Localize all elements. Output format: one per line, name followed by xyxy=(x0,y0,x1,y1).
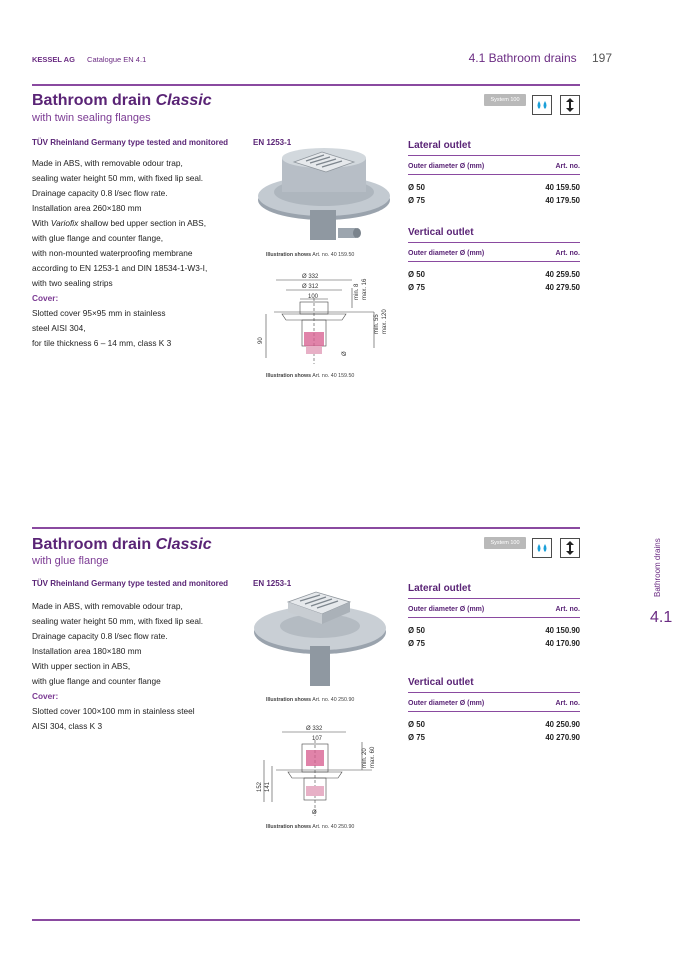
product-2-drawing xyxy=(254,720,394,820)
dim-label: 107 xyxy=(312,736,323,742)
table-row xyxy=(408,281,580,294)
dim-label: max. 60 xyxy=(370,746,376,768)
cell: 40 279.50 xyxy=(545,283,580,292)
caption-art: Art. no. 40 159.50 xyxy=(312,373,355,379)
table-row xyxy=(408,624,580,637)
cell: 40 170.90 xyxy=(545,639,580,648)
product-2-lateral-table xyxy=(408,583,580,650)
page-header-right xyxy=(469,51,612,65)
table-title: Vertical outlet xyxy=(408,677,580,693)
caption-bold: Illustration shows xyxy=(266,824,312,830)
product-1-standard: EN 1253-1 xyxy=(253,138,292,147)
cover-line: steel AISI 304, xyxy=(32,323,86,333)
side-label-text: Bathroom drains xyxy=(653,538,662,597)
cover-line: for tile thickness 6 – 14 mm, class K 3 xyxy=(32,338,172,348)
desc-line: Made in ABS, with removable odour trap, xyxy=(32,158,183,168)
page-number: 197 xyxy=(591,51,612,65)
caption-bold: Illustration shows xyxy=(266,252,312,258)
product-2-title-italic: Classic xyxy=(155,536,212,553)
col-header: Outer diameter Ø (mm) xyxy=(408,700,485,707)
company-name: KESSEL AG xyxy=(32,55,75,64)
col-header: Art. no. xyxy=(555,163,580,170)
side-section-label xyxy=(653,527,667,597)
dim-label: 90 xyxy=(258,337,264,344)
product-1-drawing xyxy=(254,268,394,368)
product-1-title-italic: Classic xyxy=(155,92,212,109)
dim-label: min. 8 xyxy=(354,283,360,300)
product-1-drawing-caption xyxy=(266,373,354,379)
table-row xyxy=(408,718,580,731)
cell: 40 250.90 xyxy=(545,720,580,729)
product-2-photo-caption xyxy=(266,697,354,703)
product-2-description xyxy=(32,599,247,734)
product-1-photo xyxy=(254,148,394,248)
product-2-title xyxy=(32,536,212,554)
product-1-vertical-table xyxy=(408,227,580,294)
product-1-subtitle: with twin sealing flanges xyxy=(32,112,151,124)
col-header: Art. no. xyxy=(555,700,580,707)
product-1-description xyxy=(32,156,247,351)
cover-line: Slotted cover 95×95 mm in stainless xyxy=(32,308,166,318)
desc-line: Installation area 180×180 mm xyxy=(32,646,142,656)
table-row xyxy=(408,181,580,194)
desc-line: with glue flange and counter flange, xyxy=(32,233,164,243)
product-2-photo xyxy=(250,588,390,692)
product-2-subtitle: with glue flange xyxy=(32,555,109,567)
dim-label: Ø 312 xyxy=(302,284,319,290)
product-1-lateral-table xyxy=(408,140,580,207)
desc-line: sealing water height 50 mm, with fixed lip seal. xyxy=(32,616,204,626)
table-header xyxy=(408,243,580,262)
cell: Ø 75 xyxy=(408,283,425,292)
table-header xyxy=(408,599,580,618)
height-adjust-icon xyxy=(560,538,580,558)
footer-rule xyxy=(32,919,580,921)
desc-line: sealing water height 50 mm, with fixed lip seal. xyxy=(32,173,204,183)
dim-label: max. 16 xyxy=(362,278,368,300)
dim-label: Ø 332 xyxy=(302,274,319,280)
caption-art: Art. no. 40 250.90 xyxy=(312,697,355,703)
desc-line: according to EN 1253-1 and DIN 18534-1-W3-I, xyxy=(32,263,208,273)
cell: Ø 75 xyxy=(408,733,425,742)
section-title: 4.1 Bathroom drains xyxy=(468,51,577,65)
desc-line: with non-mounted waterproofing membrane xyxy=(32,248,193,258)
cover-label: Cover: xyxy=(32,293,59,303)
table-row xyxy=(408,268,580,281)
table-row xyxy=(408,731,580,744)
cover-line: AISI 304, class K 3 xyxy=(32,721,103,731)
caption-bold: Illustration shows xyxy=(266,697,312,703)
desc-line: with glue flange and counter flange xyxy=(32,676,161,686)
dim-label: Ø xyxy=(342,351,348,356)
height-adjust-icon xyxy=(560,95,580,115)
dim-label: 141 xyxy=(265,781,271,792)
table-header xyxy=(408,156,580,175)
desc-line: Drainage capacity 0.8 l/sec flow rate. xyxy=(32,631,168,641)
cover-line: Slotted cover 100×100 mm in stainless steel xyxy=(32,706,195,716)
dim-label: max. 120 xyxy=(382,309,388,334)
variofix-rest: shallow bed upper section in ABS, xyxy=(78,218,207,228)
desc-with: With xyxy=(32,218,51,228)
cell: 40 259.50 xyxy=(545,270,580,279)
dim-label: 152 xyxy=(257,781,263,792)
desc-line: Drainage capacity 0.8 l/sec flow rate. xyxy=(32,188,168,198)
header-rule xyxy=(32,84,580,86)
cell: 40 179.50 xyxy=(545,196,580,205)
cell: Ø 50 xyxy=(408,626,425,635)
caption-bold: Illustration shows xyxy=(266,373,312,379)
table-title: Lateral outlet xyxy=(408,140,580,156)
product-2-tuv: TÜV Rheinland Germany type tested and monitored xyxy=(32,579,229,588)
cell: 40 150.90 xyxy=(545,626,580,635)
desc-line: with two sealing strips xyxy=(32,278,113,288)
side-section-number: 4.1 xyxy=(650,609,673,626)
cell: Ø 75 xyxy=(408,196,425,205)
cell: Ø 50 xyxy=(408,183,425,192)
table-row xyxy=(408,194,580,207)
cell: Ø 50 xyxy=(408,270,425,279)
desc-line: Made in ABS, with removable odour trap, xyxy=(32,601,183,611)
dim-label: 100 xyxy=(308,294,319,300)
table-row xyxy=(408,637,580,650)
product-2-title-main: Bathroom drain xyxy=(32,536,156,553)
product-2-vertical-table xyxy=(408,677,580,744)
table-header xyxy=(408,693,580,712)
catalogue-name: Catalogue EN 4.1 xyxy=(87,55,147,64)
desc-line: Installation area 260×180 mm xyxy=(32,203,142,213)
product-2-drawing-caption xyxy=(266,824,354,830)
product-1-tuv: TÜV Rheinland Germany type tested and monitored xyxy=(32,138,229,147)
dim-label: min. 55 xyxy=(374,314,380,334)
dim-label: Ø xyxy=(312,810,317,816)
col-header: Art. no. xyxy=(555,250,580,257)
water-drops-icon xyxy=(532,538,552,558)
product-2-standard: EN 1253-1 xyxy=(253,579,292,588)
cell: 40 159.50 xyxy=(545,183,580,192)
table-title: Vertical outlet xyxy=(408,227,580,243)
product-1-title-main: Bathroom drain xyxy=(32,92,156,109)
desc-line: With upper section in ABS, xyxy=(32,661,131,671)
col-header: Art. no. xyxy=(555,606,580,613)
caption-art: Art. no. 40 159.50 xyxy=(312,252,355,258)
col-header: Outer diameter Ø (mm) xyxy=(408,606,485,613)
product-2-system-badge: System 100 xyxy=(484,537,526,549)
product-1-system-badge: System 100 xyxy=(484,94,526,106)
caption-art: Art. no. 40 250.90 xyxy=(312,824,355,830)
cell: Ø 75 xyxy=(408,639,425,648)
cell: Ø 50 xyxy=(408,720,425,729)
product-2-rule xyxy=(32,527,580,529)
table-title: Lateral outlet xyxy=(408,583,580,599)
cell: 40 270.90 xyxy=(545,733,580,742)
col-header: Outer diameter Ø (mm) xyxy=(408,250,485,257)
product-1-title xyxy=(32,92,212,110)
product-1-photo-caption xyxy=(266,252,354,258)
variofix-italic: Variofix xyxy=(50,218,79,228)
dim-label: min. 20 xyxy=(362,748,368,768)
desc-line-variofix xyxy=(32,216,247,231)
dim-label: Ø 332 xyxy=(306,726,323,732)
cover-label: Cover: xyxy=(32,691,59,701)
page-header-left xyxy=(32,55,146,64)
col-header: Outer diameter Ø (mm) xyxy=(408,163,485,170)
water-drops-icon xyxy=(532,95,552,115)
